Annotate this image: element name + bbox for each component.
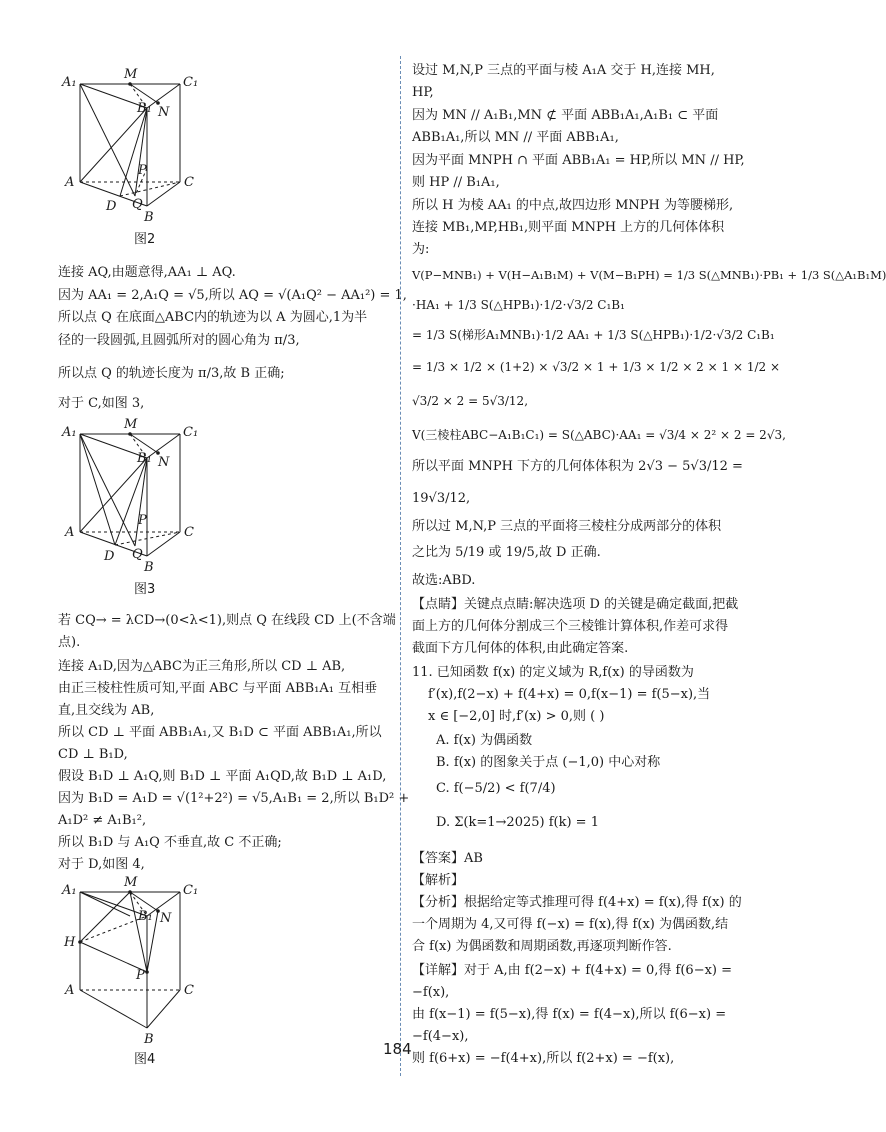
question-11-line: 11. 已知函数 f(x) 的定义域为 R,f(x) 的导函数为: [412, 665, 694, 680]
formula-line: V(P−MNB₁) + V(H−A₁B₁M) + V(M−B₁PH) = 1/3 S(△MNB₁)·PB₁ + 1/3 S(△A₁B₁M): [412, 268, 886, 282]
label-m: M: [124, 875, 138, 890]
figure-2-caption: 图2: [134, 232, 156, 247]
text-line: −f(4−x),: [412, 1029, 469, 1044]
text-line: 由正三棱柱性质可知,平面 ABC 与平面 ABB₁A₁ 互相垂: [58, 681, 378, 696]
text-line: 合 f(x) 为偶函数和周期函数,再逐项判断作答.: [412, 939, 672, 954]
label-b: B: [144, 560, 154, 575]
figure-3-caption: 图3: [134, 582, 156, 597]
text-line: 所以 CD ⊥ 平面 ABB₁A₁,又 B₁D ⊂ 平面 ABB₁A₁,所以: [58, 725, 382, 740]
text-line: 所以点 Q 在底面△ABC内的轨迹为以 A 为圆心,1为半: [58, 310, 368, 325]
label-b: B: [144, 210, 154, 225]
text-line: 所以点 Q 的轨迹长度为 π/3,故 B 正确;: [58, 366, 285, 381]
text-line: 【点睛】关键点点睛:解决选项 D 的关键是确定截面,把截: [412, 597, 739, 612]
label-b1: B₁: [138, 909, 153, 924]
text-line: 所以平面 MNPH 下方的几何体体积为 2√3 − 5√3/12 =: [412, 459, 743, 474]
label-q: Q: [132, 197, 143, 212]
text-line: 因为 AA₁ = 2,A₁Q = √5,所以 AQ = √(A₁Q² − AA₁²) = 1,: [58, 288, 407, 303]
text-line: 所以 B₁D 与 A₁Q 不垂直,故 C 不正确;: [58, 835, 282, 850]
figure-2: [60, 68, 210, 248]
option-a: A. f(x) 为偶函数: [436, 733, 533, 748]
text-line: 若 CQ→ = λCD→(0<λ<1),则点 Q 在线段 CD 上(不含端: [58, 613, 396, 628]
label-c: C: [184, 525, 194, 540]
figure-3: [60, 418, 210, 598]
text-line: ABB₁A₁,所以 MN // 平面 ABB₁A₁,: [412, 130, 619, 145]
text-line: A₁D² ≠ A₁B₁²,: [58, 813, 147, 828]
label-c1: C₁: [183, 883, 199, 898]
text-line: 因为平面 MNPH ∩ 平面 ABB₁A₁ = HP,所以 MN // HP,: [412, 153, 745, 168]
text-line: 则 HP // B₁A₁,: [412, 175, 500, 190]
label-m: M: [124, 67, 138, 82]
label-p: P: [136, 968, 145, 983]
question-11-line: f′(x),f(2−x) + f(4+x) = 0,f(x−1) = f(5−x),当: [428, 687, 711, 702]
formula-line: √3/2 × 2 = 5√3/12,: [412, 394, 529, 408]
text-line: 设过 M,N,P 三点的平面与棱 A₁A 交于 H,连接 MH,: [412, 63, 715, 78]
text-line: 所以 H 为棱 AA₁ 的中点,故四边形 MNPH 为等腰梯形,: [412, 198, 734, 213]
text-line: 对于 D,如图 4,: [58, 857, 145, 872]
label-b1: B₁: [137, 101, 152, 116]
label-a: A: [65, 525, 75, 540]
text-line: 连接 A₁D,因为△ABC为正三角形,所以 CD ⊥ AB,: [58, 659, 346, 674]
label-a1: A₁: [62, 883, 77, 898]
text-line: 【分析】根据给定等式推理可得 f(4+x) = f(x),得 f(x) 的: [412, 895, 742, 910]
label-a: A: [65, 983, 75, 998]
text-line: HP,: [412, 85, 434, 100]
question-11-line: x ∈ [−2,0] 时,f′(x) > 0,则 ( ): [428, 709, 605, 724]
text-line: 连接 MB₁,MP,HB₁,则平面 MNPH 上方的几何体体积: [412, 220, 725, 235]
formula-line: V(三棱柱ABC−A₁B₁C₁) = S(△ABC)·AA₁ = √3/4 × 2² × 2 = 2√3,: [412, 428, 786, 442]
text-line: 因为 MN // A₁B₁,MN ⊄ 平面 ABB₁A₁,A₁B₁ ⊂ 平面: [412, 108, 719, 123]
label-n: N: [160, 911, 172, 926]
option-c: C. f(−5/2) < f(7/4): [436, 781, 556, 796]
label-c: C: [184, 983, 194, 998]
label-d: D: [106, 199, 117, 214]
formula-line: ·HA₁ + 1/3 S(△HPB₁)·1/2·√3/2 C₁B₁: [412, 298, 625, 312]
column-divider: [400, 56, 401, 1076]
text-line: 所以过 M,N,P 三点的平面将三棱柱分成两部分的体积: [412, 519, 722, 534]
text-line: 之比为 5/19 或 19/5,故 D 正确.: [412, 545, 601, 560]
label-b1: B₁: [137, 451, 152, 466]
label-p: P: [138, 163, 147, 178]
figure-4-caption: 图4: [134, 1052, 156, 1067]
text-line: 点).: [58, 635, 81, 650]
option-d: D. Σ(k=1→2025) f(k) = 1: [436, 815, 599, 830]
formula-line: = 1/3 × 1/2 × (1+2) × √3/2 × 1 + 1/3 × 1/2 × 2 × 1 × 1/2 ×: [412, 360, 781, 374]
analysis-heading: 【解析】: [412, 873, 465, 888]
text-line: 则 f(6+x) = −f(4+x),所以 f(2+x) = −f(x),: [412, 1051, 675, 1066]
text-line: 面上方的几何体分割成三个三棱锥计算体积,作差可求得: [412, 619, 729, 634]
label-b: B: [144, 1032, 154, 1047]
text-line: 为:: [412, 242, 430, 257]
label-c: C: [184, 175, 194, 190]
text-line: 因为 B₁D = A₁D = √(1²+2²) = √5,A₁B₁ = 2,所以 B₁D² +: [58, 791, 410, 806]
label-c1: C₁: [183, 75, 199, 90]
label-p: P: [138, 513, 147, 528]
label-q: Q: [132, 547, 143, 562]
label-a1: A₁: [62, 425, 77, 440]
text-line: 截面下方几何体的体积,由此确定答案.: [412, 641, 629, 656]
answer-line: 【答案】AB: [412, 851, 483, 866]
figure-4: [60, 876, 210, 1066]
text-line: 19√3/12,: [412, 491, 471, 506]
text-line: −f(x),: [412, 985, 450, 1000]
prism-diagram-2: [60, 68, 210, 248]
text-line: 一个周期为 4,又可得 f(−x) = f(x),得 f(x) 为偶函数,结: [412, 917, 729, 932]
text-line: 直,且交线为 AB,: [58, 703, 155, 718]
text-line: 由 f(x−1) = f(5−x),得 f(x) = f(4−x),所以 f(6−x) =: [412, 1007, 727, 1022]
label-a1: A₁: [62, 75, 77, 90]
text-line: 连接 AQ,由题意得,AA₁ ⊥ AQ.: [58, 265, 236, 280]
formula-line: = 1/3 S(梯形A₁MNB₁)·1/2 AA₁ + 1/3 S(△HPB₁)·1/2·√3/2 C₁B₁: [412, 328, 775, 342]
prism-diagram-3: [60, 418, 210, 598]
label-m: M: [124, 417, 138, 432]
label-n: N: [158, 455, 170, 470]
text-line: 故选:ABD.: [412, 573, 476, 588]
text-line: 径的一段圆弧,且圆弧所对的圆心角为 π/3,: [58, 333, 300, 348]
text-line: 假设 B₁D ⊥ A₁Q,则 B₁D ⊥ 平面 A₁QD,故 B₁D ⊥ A₁D,: [58, 769, 387, 784]
label-n: N: [158, 105, 170, 120]
label-a: A: [65, 175, 75, 190]
prism-diagram-4: [60, 876, 210, 1066]
text-line: 对于 C,如图 3,: [58, 396, 145, 411]
label-c1: C₁: [183, 425, 199, 440]
label-h: H: [64, 935, 76, 950]
option-b: B. f(x) 的图象关于点 (−1,0) 中心对称: [436, 755, 661, 770]
page-number: 184: [383, 1040, 412, 1058]
text-line: 【详解】对于 A,由 f(2−x) + f(4+x) = 0,得 f(6−x) =: [412, 963, 733, 978]
label-d: D: [104, 549, 115, 564]
text-line: CD ⊥ B₁D,: [58, 747, 128, 762]
